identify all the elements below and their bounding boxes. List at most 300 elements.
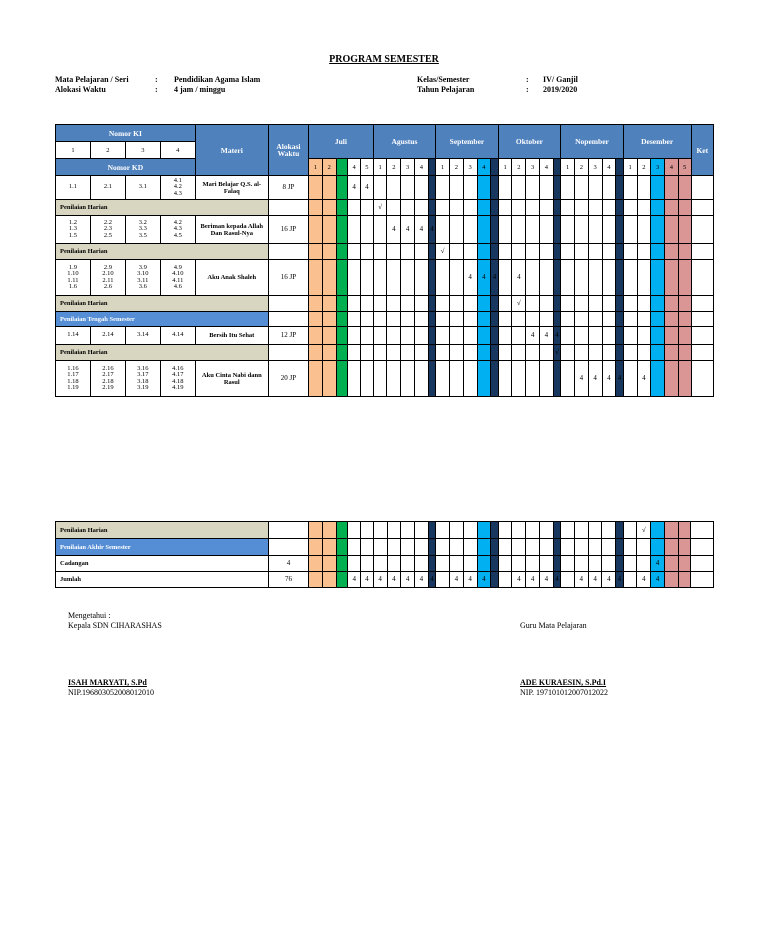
kd-row: [56, 260, 714, 296]
week-cell: [401, 345, 415, 361]
alokasi-cell: 20 JP: [268, 361, 308, 397]
week-cell: [623, 572, 637, 588]
week-cell: [373, 556, 387, 572]
week-cell: [512, 522, 526, 539]
alokasi-cell: [268, 539, 308, 556]
kd-row: [56, 176, 714, 200]
week-cell: [512, 345, 526, 361]
week-cell: [360, 260, 373, 296]
week-entry: √: [436, 244, 450, 260]
week-entry: 4: [602, 572, 616, 588]
week-entry: 4: [401, 572, 415, 588]
week-number: 4: [540, 159, 554, 176]
penilaian-semester-row: [56, 539, 714, 556]
week-cell: [428, 522, 435, 539]
week-cell: [623, 260, 637, 296]
week-cell: [463, 556, 477, 572]
week-entry: 4: [463, 260, 477, 296]
week-cell: [498, 572, 512, 588]
week-cell: [540, 216, 554, 244]
week-cell: [623, 244, 637, 260]
materi-header: Materi: [195, 125, 268, 176]
week-cell: [678, 522, 691, 539]
week-cell: [561, 345, 575, 361]
week-cell: [526, 345, 540, 361]
week-cell: [336, 522, 348, 539]
week-cell: [540, 312, 554, 327]
week-cell: [574, 539, 588, 556]
week-cell: [309, 216, 323, 244]
week-cell: [428, 296, 435, 312]
week-cell: [336, 200, 348, 216]
week-entry: 4: [360, 176, 373, 200]
ket-cell: [691, 522, 714, 539]
week-cell: [588, 345, 602, 361]
week-cell: [463, 312, 477, 327]
week-cell: [498, 539, 512, 556]
week-cell: [414, 312, 428, 327]
week-cell: [309, 556, 323, 572]
week-entry: 4: [387, 216, 401, 244]
week-cell: [322, 522, 336, 539]
week-cell: [336, 216, 348, 244]
week-number: 5: [360, 159, 373, 176]
alokasi-cell: 12 JP: [268, 327, 308, 345]
week-cell: [436, 260, 450, 296]
week-entry: 4: [512, 572, 526, 588]
signer-nip: NIP. 197101012007012022: [520, 688, 609, 697]
week-cell: [401, 312, 415, 327]
month-header: Agustus: [373, 125, 436, 159]
ki-number: 3: [125, 142, 160, 159]
week-entry: 4: [574, 361, 588, 397]
alokasi-header: Alokasi Waktu: [268, 125, 308, 176]
week-cell: [477, 539, 491, 556]
week-cell: [309, 327, 323, 345]
week-entry: 4: [526, 572, 540, 588]
ket-cell: [691, 200, 713, 216]
week-entry: 4: [449, 572, 463, 588]
week-cell: [428, 200, 435, 216]
week-number: 2: [512, 159, 526, 176]
week-cell: [491, 556, 498, 572]
week-cell: [449, 539, 463, 556]
week-number: 3: [463, 159, 477, 176]
week-cell: [373, 296, 387, 312]
week-cell: [428, 312, 435, 327]
week-cell: [360, 327, 373, 345]
nomor-kd-header: Nomor KD: [56, 159, 196, 176]
week-cell: [491, 361, 498, 397]
week-cell: [623, 296, 637, 312]
week-cell: [401, 176, 415, 200]
week-cell: [574, 216, 588, 244]
week-cell: [373, 345, 387, 361]
week-cell: [336, 327, 348, 345]
week-cell: [526, 539, 540, 556]
week-cell: [414, 296, 428, 312]
kd-numbers: 1.14: [56, 327, 91, 345]
materi-cell: Bersih Itu Sehat: [195, 327, 268, 345]
week-cell: [401, 539, 415, 556]
week-cell: [553, 522, 560, 539]
week-cell: [678, 200, 691, 216]
ket-cell: [691, 361, 713, 397]
penilaian-semester-row: [56, 312, 714, 327]
week-entry: 4: [539, 572, 553, 588]
week-cell: [373, 244, 387, 260]
week-cell: [651, 176, 665, 200]
week-cell: [309, 312, 323, 327]
week-cell: [498, 327, 512, 345]
week-cell: [387, 260, 401, 296]
kd-row: [56, 361, 714, 397]
week-cell: [498, 296, 512, 312]
week-cell: [512, 176, 526, 200]
week-cell: [616, 244, 623, 260]
week-cell: [637, 327, 651, 345]
week-cell: [678, 176, 691, 200]
week-cell: [309, 522, 323, 539]
alokasi-cell: [268, 200, 308, 216]
week-cell: [588, 522, 602, 539]
week-cell: [665, 216, 679, 244]
week-entry: 4: [540, 327, 554, 345]
week-cell: [348, 556, 361, 572]
week-number: 2: [322, 159, 336, 176]
week-cell: [664, 522, 678, 539]
week-cell: [322, 296, 336, 312]
week-cell: [512, 200, 526, 216]
kd-numbers: 3.14: [125, 327, 160, 345]
week-cell: [553, 539, 560, 556]
week-cell: [616, 176, 623, 200]
week-number: 3: [526, 159, 540, 176]
kd-numbers: 1.1: [56, 176, 91, 200]
week-cell: [387, 244, 401, 260]
week-cell: [309, 260, 323, 296]
week-cell: [561, 572, 575, 588]
info-value: 2019/2020: [543, 85, 578, 94]
week-cell: [637, 216, 651, 244]
week-cell: [526, 216, 540, 244]
week-cell: [428, 327, 435, 345]
week-cell: [665, 176, 679, 200]
week-cell: [360, 296, 373, 312]
ket-header: Ket: [691, 125, 713, 176]
signer-name: ADE KURAESIN, S.Pd.I: [520, 678, 607, 687]
week-number: 4: [414, 159, 428, 176]
week-cell: [309, 361, 323, 397]
week-cell: [491, 296, 498, 312]
week-cell: [477, 345, 491, 361]
alokasi-cell: 16 JP: [268, 260, 308, 296]
week-cell: [602, 345, 616, 361]
week-entry: 4: [477, 260, 491, 296]
week-cell: [477, 296, 491, 312]
week-cell: [678, 539, 691, 556]
ket-cell: [691, 539, 714, 556]
week-cell: [574, 522, 588, 539]
week-cell: [449, 345, 463, 361]
week-cell: [651, 296, 665, 312]
info-label: Kelas/Semester: [417, 75, 470, 84]
week-cell: [449, 522, 463, 539]
week-entry: 4: [553, 327, 560, 345]
week-cell: [561, 327, 575, 345]
week-entry: 4: [491, 260, 498, 296]
week-number: 5: [678, 159, 691, 176]
week-cell: [491, 200, 498, 216]
week-cell: [309, 572, 323, 588]
week-cell: [678, 244, 691, 260]
week-cell: [602, 312, 616, 327]
week-cell: [498, 200, 512, 216]
week-number: 2: [387, 159, 401, 176]
week-entry: 4: [387, 572, 401, 588]
week-cell: [309, 200, 323, 216]
info-value: 4 jam / minggu: [174, 85, 226, 94]
week-cell: [553, 312, 560, 327]
week-entry: √: [637, 522, 651, 539]
week-cell: [539, 556, 553, 572]
week-cell: [512, 539, 526, 556]
week-cell: [449, 216, 463, 244]
week-entry: 4: [348, 572, 361, 588]
week-cell: [477, 361, 491, 397]
kd-numbers: 2.2 2.3 2.5: [90, 216, 125, 244]
week-number: 3: [651, 159, 665, 176]
week-cell: [678, 556, 691, 572]
week-cell: [360, 216, 373, 244]
week-cell: [553, 296, 560, 312]
week-cell: [491, 244, 498, 260]
week-cell: [348, 200, 361, 216]
month-header: Desember: [623, 125, 691, 159]
week-cell: [322, 216, 336, 244]
week-cell: [540, 296, 554, 312]
week-cell: [651, 522, 665, 539]
week-cell: [436, 296, 450, 312]
week-cell: [637, 312, 651, 327]
week-cell: [436, 556, 450, 572]
month-header: Juli: [309, 125, 374, 159]
week-cell: [574, 176, 588, 200]
ket-cell: [691, 345, 713, 361]
week-cell: [678, 216, 691, 244]
week-cell: [574, 260, 588, 296]
week-entry: 4: [428, 216, 435, 244]
materi-cell: Aku Cinta Nabi dann Rasul: [195, 361, 268, 397]
week-number: 3: [401, 159, 415, 176]
week-cell: [361, 556, 374, 572]
week-cell: [477, 327, 491, 345]
ket-cell: [691, 260, 713, 296]
week-cell: [574, 200, 588, 216]
week-cell: [348, 244, 361, 260]
week-cell: [401, 296, 415, 312]
week-cell: [463, 296, 477, 312]
row-label: Jumlah: [56, 572, 269, 588]
week-cell: [540, 260, 554, 296]
week-cell: [512, 312, 526, 327]
week-cell: [539, 539, 553, 556]
week-cell: [540, 244, 554, 260]
week-cell: [477, 312, 491, 327]
week-cell: [616, 522, 623, 539]
week-cell: [664, 556, 678, 572]
week-cell: [588, 312, 602, 327]
week-cell: [665, 200, 679, 216]
week-entry: 4: [512, 260, 526, 296]
ket-cell: [691, 572, 714, 588]
week-cell: [309, 296, 323, 312]
week-cell: [373, 522, 387, 539]
week-cell: [553, 200, 560, 216]
week-entry: √: [553, 345, 560, 361]
week-entry: 4: [463, 572, 477, 588]
week-cell: [651, 260, 665, 296]
week-cell: [436, 327, 450, 345]
ket-cell: [691, 216, 713, 244]
week-cell: [428, 176, 435, 200]
week-cell: [616, 260, 623, 296]
week-cell: [348, 345, 361, 361]
week-cell: [553, 556, 560, 572]
week-cell: [616, 327, 623, 345]
summary-row: [56, 556, 714, 572]
week-cell: [322, 200, 336, 216]
materi-cell: Beriman kepada Allah Dan Rasul-Nya: [195, 216, 268, 244]
week-cell: [540, 176, 554, 200]
week-cell: [336, 539, 348, 556]
week-entry: 4: [574, 572, 588, 588]
alokasi-cell: [268, 296, 308, 312]
month-header: September: [436, 125, 499, 159]
week-cell: [602, 176, 616, 200]
week-cell: [526, 361, 540, 397]
week-entry: 4: [588, 572, 602, 588]
week-cell: [477, 556, 491, 572]
week-cell: [553, 244, 560, 260]
week-cell: [498, 312, 512, 327]
week-cell: [561, 539, 575, 556]
week-cell: [588, 176, 602, 200]
week-cell: [401, 260, 415, 296]
week-cell: [602, 260, 616, 296]
week-number: 1: [561, 159, 575, 176]
week-entry: 4: [651, 556, 665, 572]
week-cell: [415, 556, 429, 572]
kd-numbers: 4.9 4.10 4.11 4.6: [160, 260, 195, 296]
week-cell: [436, 216, 450, 244]
week-cell: [588, 244, 602, 260]
week-cell: [373, 539, 387, 556]
week-cell: [623, 327, 637, 345]
week-cell: [387, 296, 401, 312]
week-cell: [561, 216, 575, 244]
week-cell: [387, 361, 401, 397]
kd-numbers: 4.14: [160, 327, 195, 345]
week-number: 4: [348, 159, 361, 176]
week-cell: [449, 556, 463, 572]
week-cell: [678, 327, 691, 345]
week-cell: [616, 200, 623, 216]
alokasi-cell: [268, 522, 308, 539]
week-cell: [623, 361, 637, 397]
week-cell: [401, 200, 415, 216]
week-cell: [463, 522, 477, 539]
week-cell: [526, 312, 540, 327]
week-cell: [491, 216, 498, 244]
week-cell: [574, 244, 588, 260]
week-cell: [678, 296, 691, 312]
week-cell: [491, 522, 498, 539]
week-cell: [477, 244, 491, 260]
week-cell: [602, 296, 616, 312]
kd-numbers: 1.16 1.17 1.18 1.19: [56, 361, 91, 397]
week-entry: 4: [616, 361, 623, 397]
week-cell: [373, 260, 387, 296]
week-cell: [498, 361, 512, 397]
week-cell: [336, 361, 348, 397]
week-cell: [401, 361, 415, 397]
week-cell: [623, 176, 637, 200]
week-cell: [665, 361, 679, 397]
week-cell: [574, 556, 588, 572]
week-cell: [678, 361, 691, 397]
kd-numbers: 3.9 3.10 3.11 3.6: [125, 260, 160, 296]
week-cell: [360, 361, 373, 397]
ket-cell: [691, 312, 713, 327]
week-cell: [637, 539, 651, 556]
week-cell: [526, 200, 540, 216]
week-cell: [616, 539, 623, 556]
week-cell: [336, 556, 348, 572]
week-cell: [436, 539, 450, 556]
row-label: Penilaian Akhir Semester: [56, 539, 269, 556]
week-cell: [637, 260, 651, 296]
week-cell: [561, 260, 575, 296]
week-cell: [616, 345, 623, 361]
week-cell: [373, 361, 387, 397]
week-number: [336, 159, 348, 176]
materi-cell: Aku Anak Shaleh: [195, 260, 268, 296]
week-cell: [463, 327, 477, 345]
week-entry: 4: [637, 572, 651, 588]
kd-numbers: 2.9 2.10 2.11 2.6: [90, 260, 125, 296]
week-cell: [540, 200, 554, 216]
week-cell: [309, 176, 323, 200]
row-label: Cadangan: [56, 556, 269, 572]
week-cell: [678, 572, 691, 588]
week-cell: [561, 244, 575, 260]
kd-numbers: 1.9 1.10 1.11 1.6: [56, 260, 91, 296]
week-cell: [348, 361, 361, 397]
ket-cell: [691, 296, 713, 312]
week-cell: [678, 345, 691, 361]
week-cell: [336, 345, 348, 361]
week-cell: [665, 327, 679, 345]
signer-nip: NIP.196803052008012010: [68, 688, 155, 697]
week-entry: 4: [637, 361, 651, 397]
week-cell: [623, 522, 637, 539]
week-cell: [387, 522, 401, 539]
week-entry: 4: [361, 572, 374, 588]
week-cell: [373, 216, 387, 244]
week-entry: 4: [428, 572, 435, 588]
week-cell: [336, 572, 348, 588]
